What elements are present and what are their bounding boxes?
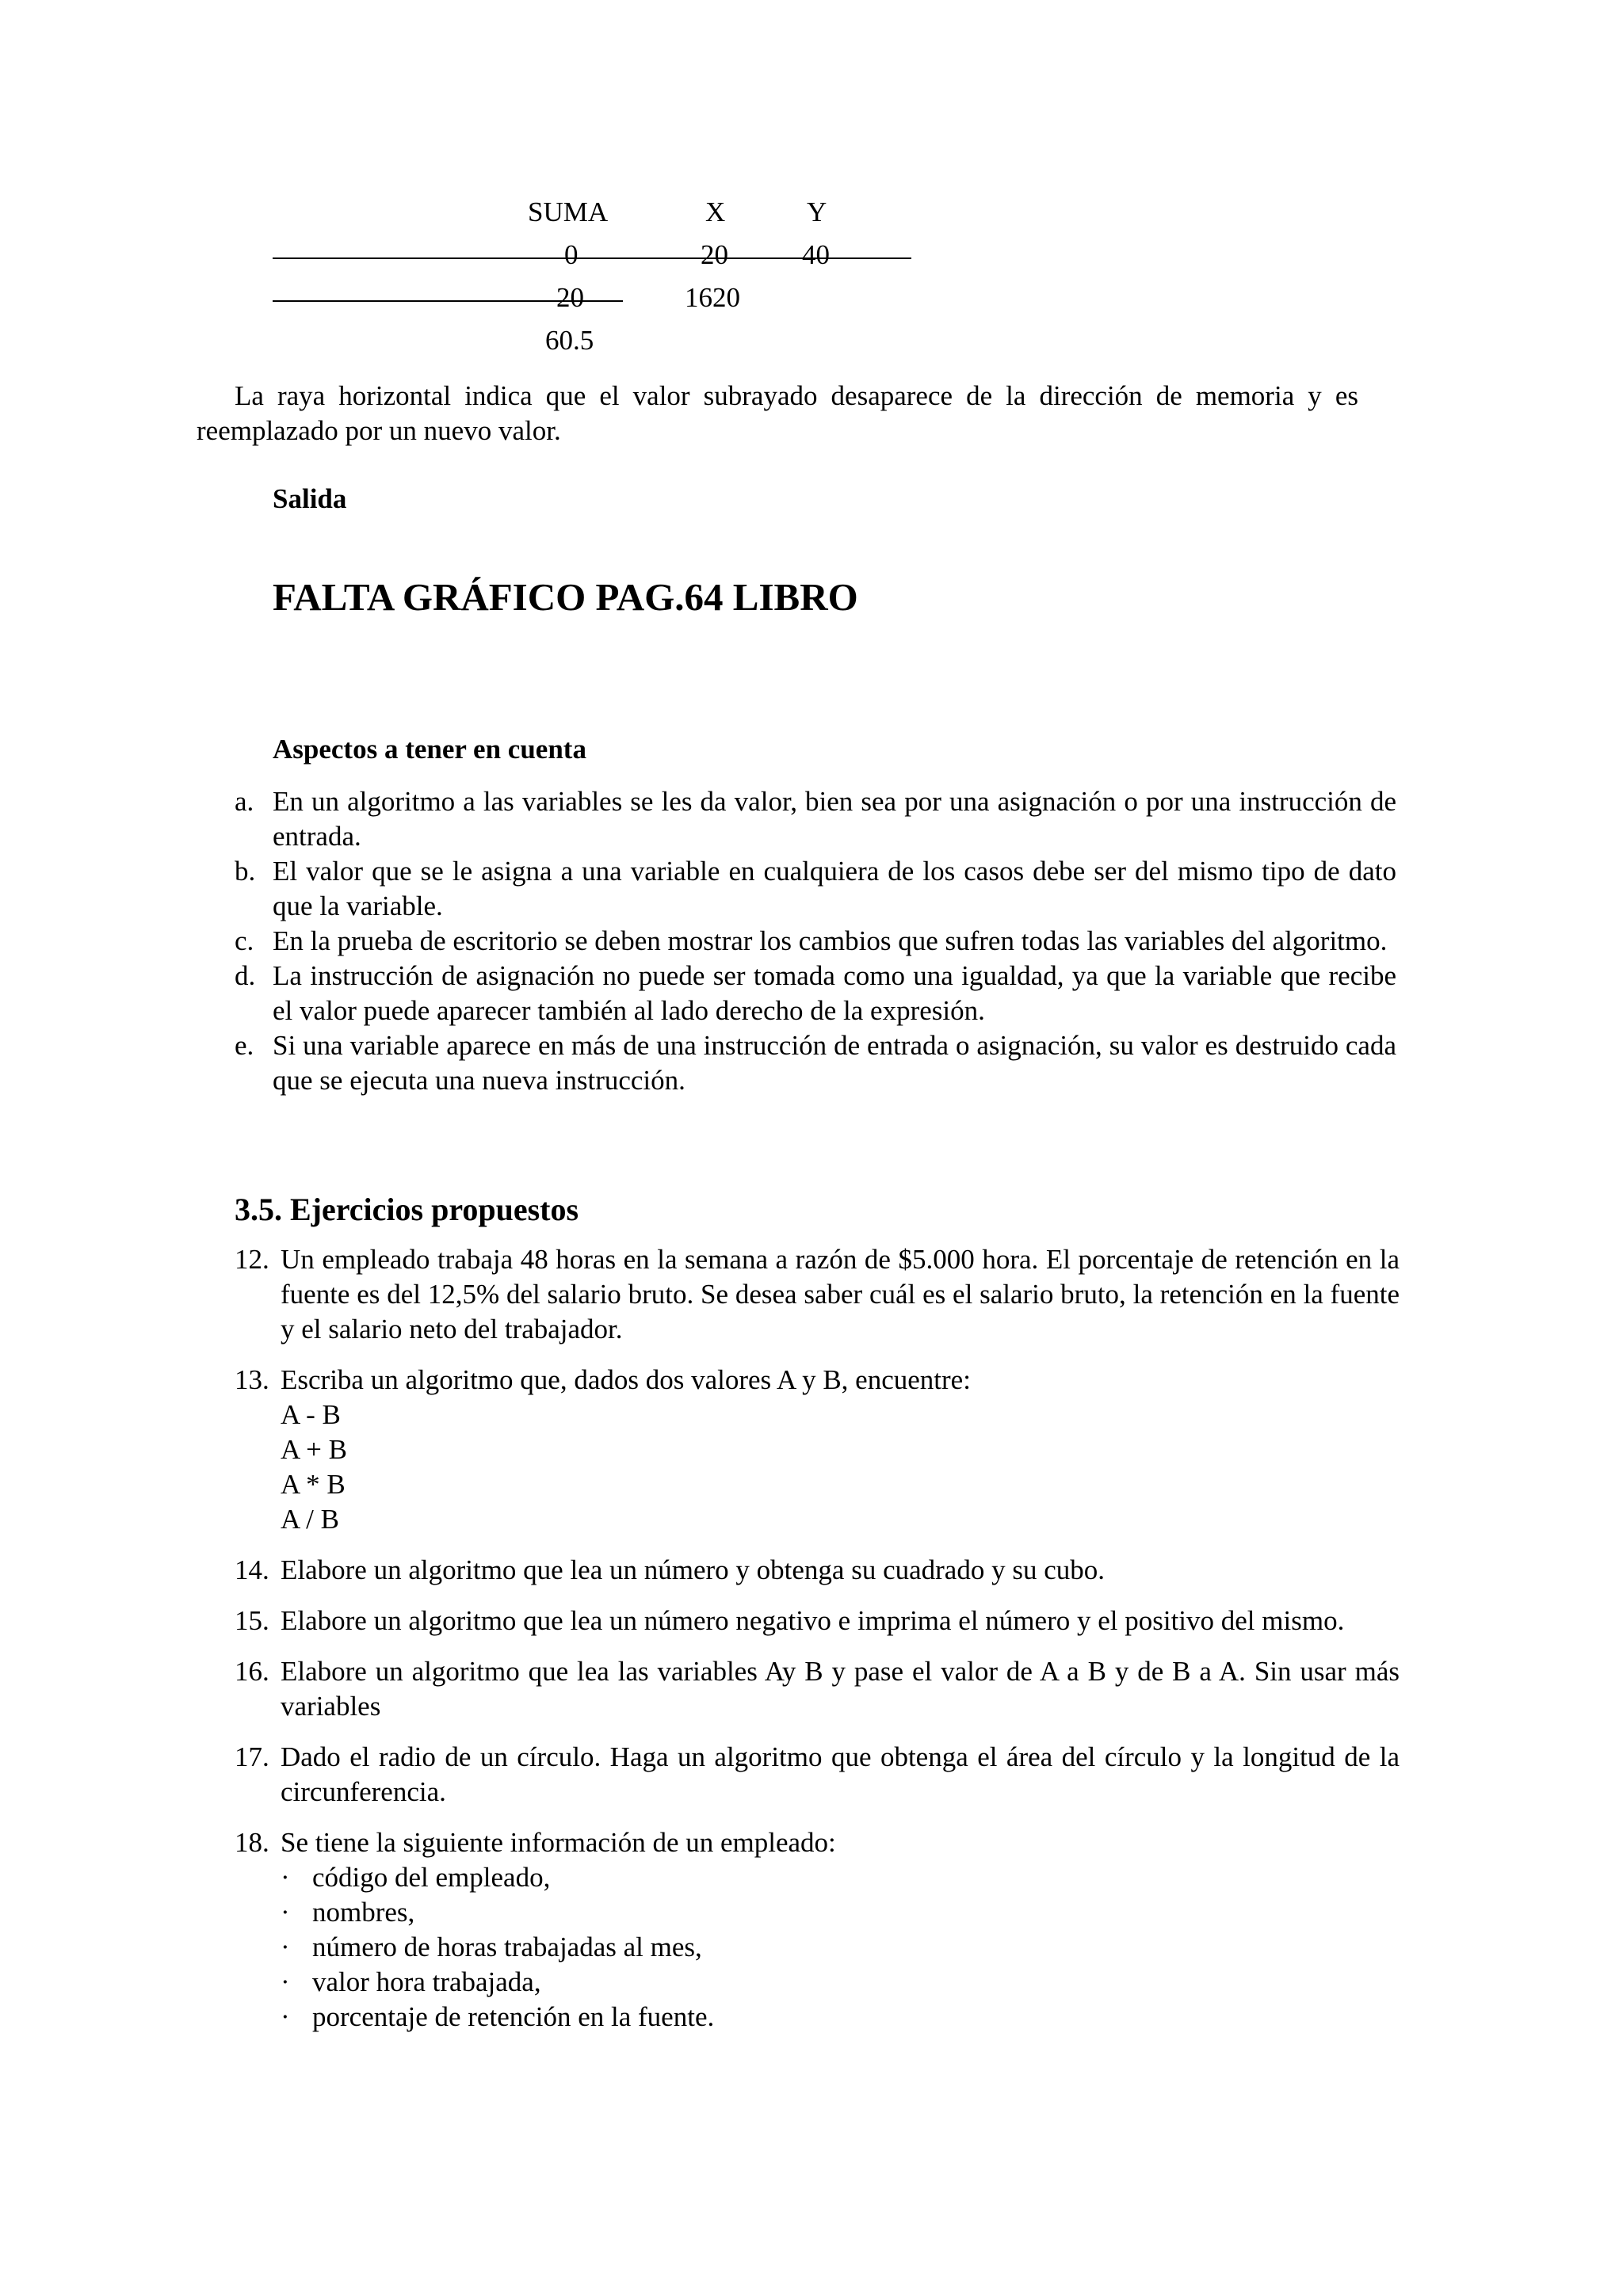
expression-line: A - B <box>281 1399 341 1430</box>
exercise-text: Elabore un algoritmo que lea un número y obtenga su cuadrado y su cubo. <box>281 1554 1105 1585</box>
expression-line: A * B <box>281 1469 346 1500</box>
aspect-item <box>235 959 1396 1028</box>
trace-cell-suma-1: 0 <box>564 239 579 270</box>
bullet-glyph: · <box>281 2001 290 2032</box>
section-heading: 3.5. Ejercicios propuestos <box>235 1192 579 1227</box>
aspect-text: En la prueba de escritorio se deben mostrar los cambios que sufren todas las variables del algoritmo. <box>273 925 1388 956</box>
aspect-text: En un algoritmo a las variables se les da valor, bien sea por una asignación o por una instrucción de entrada. <box>273 786 1396 852</box>
trace-cell-y-1: 40 <box>802 239 830 270</box>
trace-header-y: Y <box>807 196 827 227</box>
employee-info-item <box>281 1930 1400 1965</box>
exercise-number: 16. <box>235 1656 269 1687</box>
exercise-number: 12. <box>235 1244 269 1275</box>
exercise-text: Elabore un algoritmo que lea un número negativo e imprima el número y el positivo del mismo. <box>281 1605 1345 1636</box>
strike-line-row-2 <box>273 300 623 302</box>
missing-graphic-note: FALTA GRÁFICO PAG.64 LIBRO <box>273 575 858 619</box>
intro-paragraph <box>197 379 1358 448</box>
bullet-glyph: · <box>281 1897 290 1928</box>
trace-cell-suma-3: 60.5 <box>545 325 594 356</box>
trace-header-suma: SUMA <box>528 196 609 227</box>
exercise-item <box>235 1242 1400 1347</box>
employee-info-text: código del empleado, <box>312 1862 551 1893</box>
exercise-item <box>235 1604 1400 1638</box>
exercise-number: 13. <box>235 1364 269 1395</box>
exercise-number: 14. <box>235 1554 269 1585</box>
bullet-glyph: · <box>281 1932 290 1962</box>
exercise-item <box>235 1363 1400 1537</box>
exercise-item <box>235 1740 1400 1810</box>
aspects-title: Aspectos a tener en cuenta <box>273 734 586 765</box>
aspect-marker: d. <box>235 960 256 991</box>
exercise-item <box>235 1825 1400 2035</box>
aspect-item <box>235 854 1396 924</box>
aspect-marker: a. <box>235 786 254 817</box>
exercise-item <box>235 1553 1400 1588</box>
exercise-text: Se tiene la siguiente información de un empleado: <box>281 1827 836 1858</box>
employee-info-item <box>281 1965 1400 2000</box>
strike-line-row-1 <box>273 257 911 259</box>
exercise-text: Escriba un algoritmo que, dados dos valores A y B, encuentre: <box>281 1364 971 1395</box>
aspect-item <box>235 1028 1396 1098</box>
aspect-item <box>235 924 1396 959</box>
bullet-glyph: · <box>281 1862 290 1893</box>
expression-line: A / B <box>281 1504 339 1535</box>
trace-cell-x-2: 1620 <box>685 282 740 313</box>
employee-info-item <box>281 2000 1400 2035</box>
exercise-text: Dado el radio de un círculo. Haga un algoritmo que obtenga el área del círculo y la longitud de la circunferencia. <box>281 1741 1400 1807</box>
exercise-number: 18. <box>235 1827 269 1858</box>
employee-info-list <box>281 1860 1400 2035</box>
exercise-number: 15. <box>235 1605 269 1636</box>
aspect-text: El valor que se le asigna a una variable en cualquiera de los casos debe ser del mismo tipo de dato que la variable. <box>273 856 1396 921</box>
exercise-text: Elabore un algoritmo que lea las variables Ay B y pase el valor de A a B y de B a A. Sin usar más variables <box>281 1656 1400 1722</box>
aspect-item <box>235 784 1396 854</box>
employee-info-text: número de horas trabajadas al mes, <box>312 1932 702 1962</box>
exercise-number: 17. <box>235 1741 269 1772</box>
trace-cell-suma-2: 20 <box>556 282 584 313</box>
salida-label: Salida <box>273 483 347 514</box>
trace-cell-x-1: 20 <box>701 239 728 270</box>
aspect-marker: e. <box>235 1030 254 1061</box>
expression-line: A + B <box>281 1434 347 1465</box>
aspects-list <box>235 784 1396 1098</box>
exercise-item <box>235 1654 1400 1724</box>
intro-text: La raya horizontal indica que el valor subrayado desaparece de la dirección de memoria y es reemplazado por un nuevo valor. <box>197 380 1358 446</box>
bullet-glyph: · <box>281 1966 290 1997</box>
employee-info-text: valor hora trabajada, <box>312 1966 541 1997</box>
employee-info-item <box>281 1860 1400 1895</box>
aspect-text: Si una variable aparece en más de una instrucción de entrada o asignación, su valor es destruido cada que se ejecuta una nueva instrucción. <box>273 1030 1396 1096</box>
aspect-text: La instrucción de asignación no puede ser tomada como una igualdad, ya que la variable que recibe el valor puede aparecer también al lado derecho de la expresión. <box>273 960 1396 1026</box>
employee-info-text: nombres, <box>312 1897 415 1928</box>
exercise-text: Un empleado trabaja 48 horas en la semana a razón de $5.000 hora. El porcentaje de retención en la fuente es del 12,5% del salario bruto. Se desea saber cuál es el salario bruto, la retención en la fuente y el salario neto del trabajador. <box>281 1244 1400 1344</box>
trace-header-x: X <box>705 196 726 227</box>
employee-info-text: porcentaje de retención en la fuente. <box>312 2001 715 2032</box>
aspect-marker: b. <box>235 856 256 887</box>
aspect-marker: c. <box>235 925 254 956</box>
exercises-list <box>235 1242 1400 2035</box>
employee-info-item <box>281 1895 1400 1930</box>
